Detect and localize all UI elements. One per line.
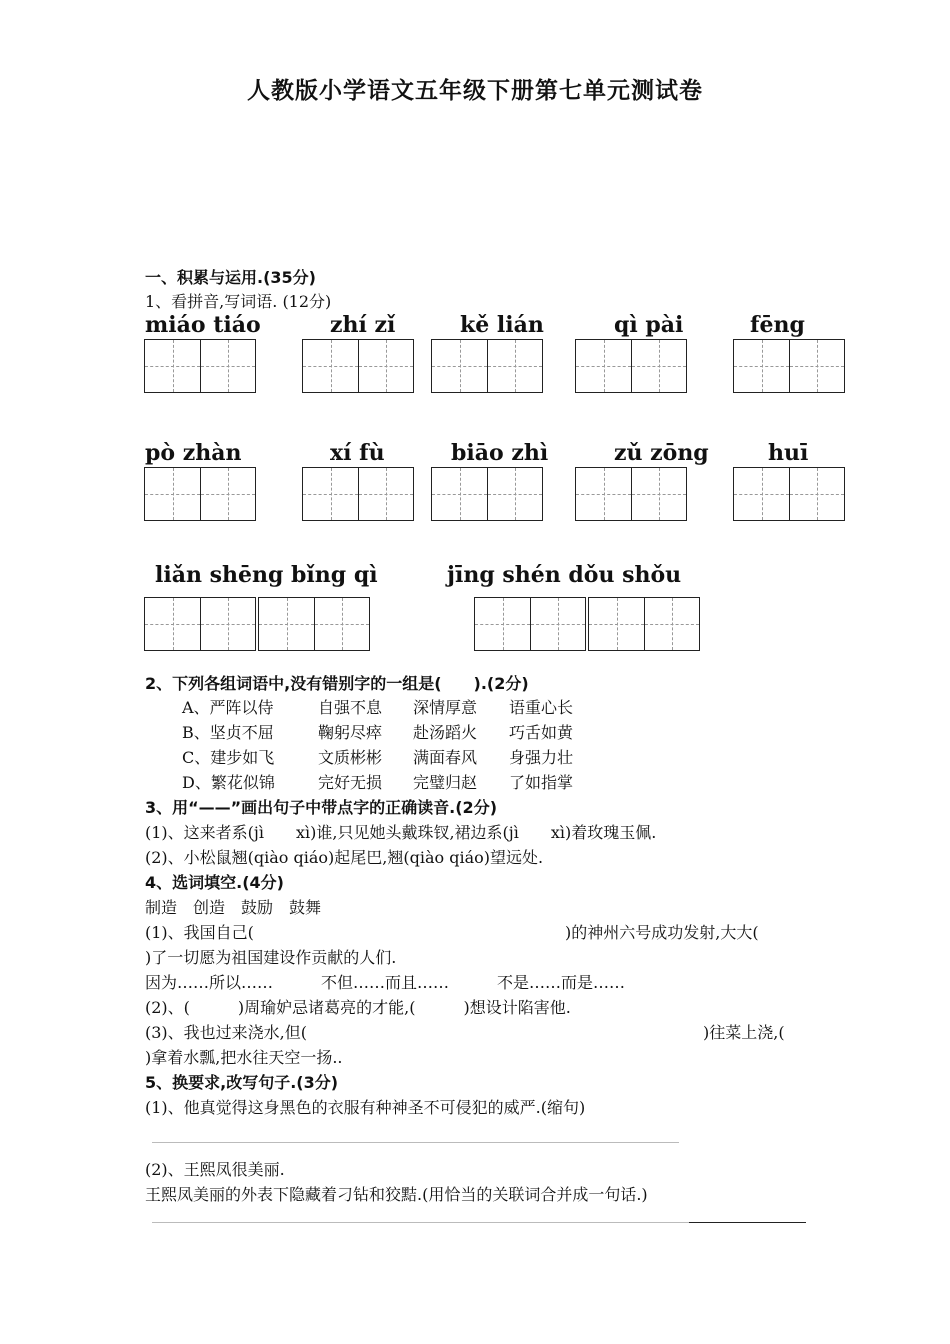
writing-grid[interactable] — [302, 467, 414, 521]
writing-grid[interactable] — [733, 467, 845, 521]
q2-heading: 2、下列各组词语中,没有错别字的一组是( ).(2分) — [145, 674, 529, 693]
option-b-4: 巧舌如黄 — [509, 723, 574, 742]
option-d-2: 完好无损 — [318, 773, 383, 792]
option-d-1: D、繁花似锦 — [182, 773, 275, 792]
q4-sentence-3c: )拿着水瓢,把水往天空一扬.. — [145, 1048, 343, 1067]
q4-sentence-2: (2)、( )周瑜妒忌诸葛亮的才能,( )想设计陷害他. — [145, 998, 571, 1017]
writing-grid[interactable] — [258, 597, 370, 651]
writing-grid[interactable] — [733, 339, 845, 393]
option-c-2: 文质彬彬 — [318, 748, 383, 767]
writing-grid[interactable] — [575, 339, 687, 393]
pinyin-label: zǔ zōng — [614, 440, 709, 466]
option-a-1: A、严阵以侍 — [182, 698, 274, 717]
pinyin-label: zhí zǐ — [330, 312, 396, 338]
writing-grid[interactable] — [431, 339, 543, 393]
pinyin-label: huī — [768, 440, 809, 466]
writing-grid[interactable] — [431, 467, 543, 521]
q5-heading: 5、换要求,改写句子.(3分) — [145, 1073, 339, 1092]
pinyin-label: miáo tiáo — [145, 312, 261, 338]
q3-heading: 3、用“——”画出句子中带点字的正确读音.(2分) — [145, 798, 498, 817]
pinyin-label: biāo zhì — [451, 440, 549, 466]
option-d-4: 了如指掌 — [509, 773, 574, 792]
q4-word-bank-2: 因为……所以…… 不但……而且…… 不是……而是…… — [145, 973, 626, 992]
pinyin-label: qì pài — [614, 312, 684, 338]
option-d-3: 完璧归赵 — [413, 773, 478, 792]
answer-line[interactable] — [152, 1222, 689, 1223]
option-c-1: C、建步如飞 — [182, 748, 275, 767]
q5-sentence-1: (1)、他真觉得这身黑色的衣服有种神圣不可侵犯的威严.(缩句) — [145, 1098, 586, 1117]
writing-grid[interactable] — [474, 597, 586, 651]
q3-sentence-1: (1)、这来者系(jì xì)谁,只见她头戴珠钗,裙边系(jì xì)着玫瑰玉佩. — [145, 823, 657, 842]
answer-line[interactable] — [689, 1222, 806, 1223]
option-b-1: B、坚贞不屈 — [182, 723, 274, 742]
option-b-3: 赴汤蹈火 — [413, 723, 478, 742]
q4-heading: 4、选词填空.(4分) — [145, 873, 284, 892]
writing-grid[interactable] — [144, 339, 256, 393]
pinyin-label: kě lián — [460, 312, 544, 338]
q5-sentence-2: (2)、王熙凤很美丽. — [145, 1160, 285, 1179]
q4-word-bank-1: 制造 创造 鼓励 鼓舞 — [145, 898, 322, 917]
q4-sentence-3a: (3)、我也过来浇水,但( — [145, 1023, 307, 1042]
pinyin-label: xí fù — [330, 440, 385, 466]
q4-sentence-1a: (1)、我国自己( — [145, 923, 254, 942]
q4-sentence-1b: )的神州六号成功发射,大大( — [565, 923, 759, 942]
option-a-3: 深情厚意 — [413, 698, 478, 717]
q4-sentence-3b: )往菜上浇,( — [703, 1023, 785, 1042]
option-b-2: 鞠躬尽瘁 — [318, 723, 383, 742]
page-title: 人教版小学语文五年级下册第七单元测试卷 — [247, 77, 703, 104]
writing-grid[interactable] — [588, 597, 700, 651]
pinyin-label: liǎn shēng bǐng qì — [155, 562, 378, 588]
writing-grid[interactable] — [144, 467, 256, 521]
option-a-4: 语重心长 — [509, 698, 574, 717]
pinyin-label: pò zhàn — [145, 440, 242, 466]
writing-grid[interactable] — [302, 339, 414, 393]
q3-sentence-2: (2)、小松鼠翘(qiào qiáo)起尾巴,翘(qiào qiáo)望远处. — [145, 848, 544, 867]
option-c-3: 满面春风 — [413, 748, 478, 767]
answer-line[interactable] — [152, 1142, 679, 1143]
q4-sentence-1c: )了一切愿为祖国建设作贡献的人们. — [145, 948, 397, 967]
pinyin-label: jīng shén dǒu shǒu — [447, 562, 682, 588]
option-c-4: 身强力壮 — [509, 748, 574, 767]
pinyin-label: fēng — [750, 312, 805, 338]
q5-sentence-2b: 王熙凤美丽的外表下隐藏着刁钻和狡黠.(用恰当的关联词合并成一句话.) — [145, 1185, 648, 1204]
option-a-2: 自强不息 — [318, 698, 383, 717]
writing-grid[interactable] — [575, 467, 687, 521]
q1-heading: 1、看拼音,写词语. (12分) — [145, 292, 332, 311]
section-heading-1: 一、积累与运用.(35分) — [145, 268, 316, 287]
writing-grid[interactable] — [144, 597, 256, 651]
